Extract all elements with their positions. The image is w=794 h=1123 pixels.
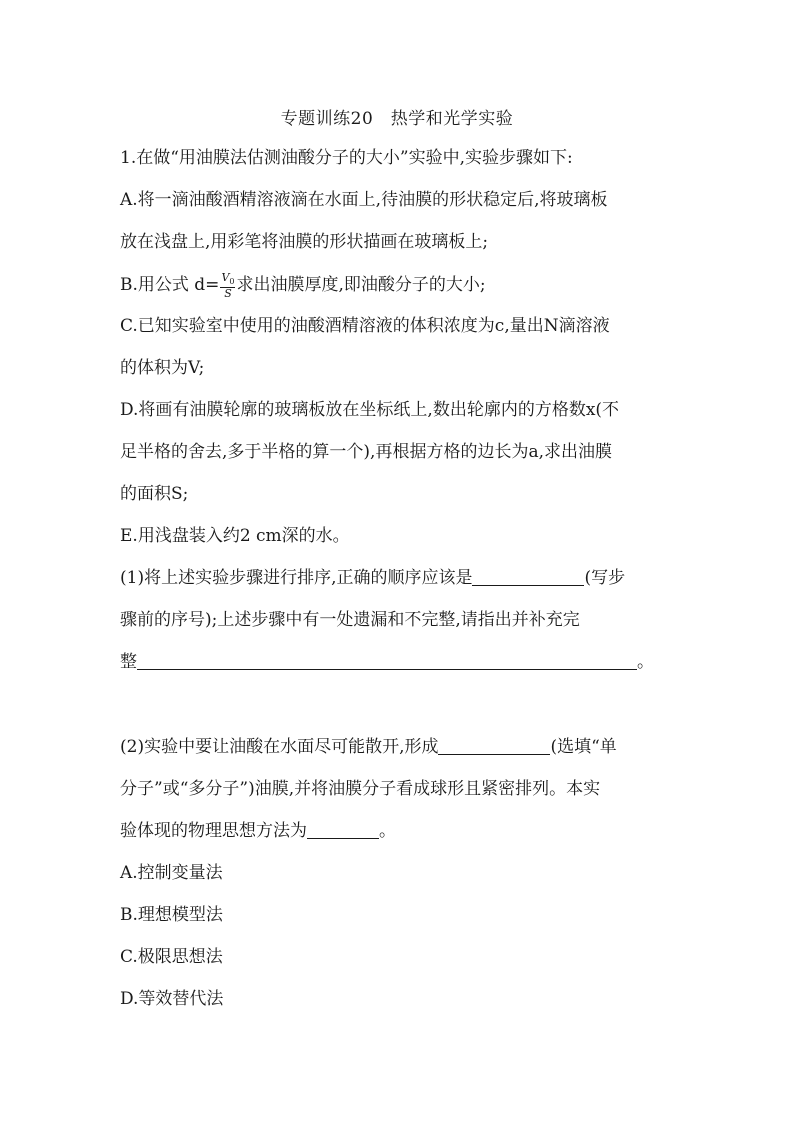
part1-suffix: (写步 (584, 568, 626, 588)
step-d-line-3: 的面积S; (120, 484, 189, 504)
part2-line3-suffix: 。 (379, 821, 396, 841)
answer-blank-method[interactable] (307, 820, 379, 839)
step-b-line (120, 272, 486, 299)
step-b-suffix: 求出油膜厚度,即油酸分子的大小; (236, 275, 486, 296)
part1-line3-suffix: 。 (637, 652, 654, 672)
page-title: 专题训练20 热学和光学实验 (280, 109, 514, 129)
part2-prefix: (2)实验中要让油酸在水面尽可能散开,形成 (120, 737, 439, 757)
option-b: B.理想模型法 (120, 905, 223, 925)
formula-numerator: $V_0$ (221, 271, 235, 287)
step-a-line-2: 放在浅盘上,用彩笔将油膜的形状描画在玻璃板上; (120, 232, 489, 252)
option-a: A.控制变量法 (120, 863, 223, 883)
step-e-line: E.用浅盘装入约2 cm深的水。 (120, 526, 350, 546)
formula-fraction (220, 272, 235, 299)
part2-line3-prefix: 验体现的物理思想方法为 (120, 821, 307, 841)
part2-line-3 (120, 819, 396, 843)
part1-line-2: 骤前的序号);上述步骤中有一处遗漏和不完整,请指出并补充完 (120, 610, 580, 630)
answer-blank-supplement[interactable] (137, 651, 637, 670)
part1-line3-prefix: 整 (120, 652, 137, 672)
step-d-line-1: D.将画有油膜轮廓的玻璃板放在坐标纸上,数出轮廓内的方格数x(不 (120, 400, 620, 420)
question-intro: 1.在做“用油膜法估测油酸分子的大小”实验中,实验步骤如下: (120, 148, 573, 168)
option-c: C.极限思想法 (120, 947, 223, 967)
step-c-line-1: C.已知实验室中使用的油酸酒精溶液的体积浓度为c,量出N滴溶液 (120, 316, 610, 336)
answer-blank-film-type[interactable] (438, 736, 550, 755)
answer-blank-order[interactable] (472, 567, 584, 586)
formula-denominator: S (224, 287, 232, 301)
step-c-line-2: 的体积为V; (120, 358, 205, 378)
part2-line-2: 分子”或“多分子”)油膜,并将油膜分子看成球形且紧密排列。本实 (120, 779, 601, 799)
part1-prefix: (1)将上述实验步骤进行排序,正确的顺序应该是 (120, 568, 473, 588)
option-d: D.等效替代法 (120, 989, 224, 1009)
part1-line-3 (120, 650, 654, 674)
part2-suffix: (选填“单 (550, 737, 617, 757)
step-d-line-2: 足半格的舍去,多于半格的算一个),再根据方格的边长为a,求出油膜 (120, 442, 612, 462)
part2-line-1 (120, 735, 617, 759)
part1-line-1 (120, 566, 625, 590)
step-a-line-1: A.将一滴油酸酒精溶液滴在水面上,待油膜的形状稳定后,将玻璃板 (120, 190, 608, 210)
step-b-prefix: B.用公式 d= (120, 275, 220, 296)
